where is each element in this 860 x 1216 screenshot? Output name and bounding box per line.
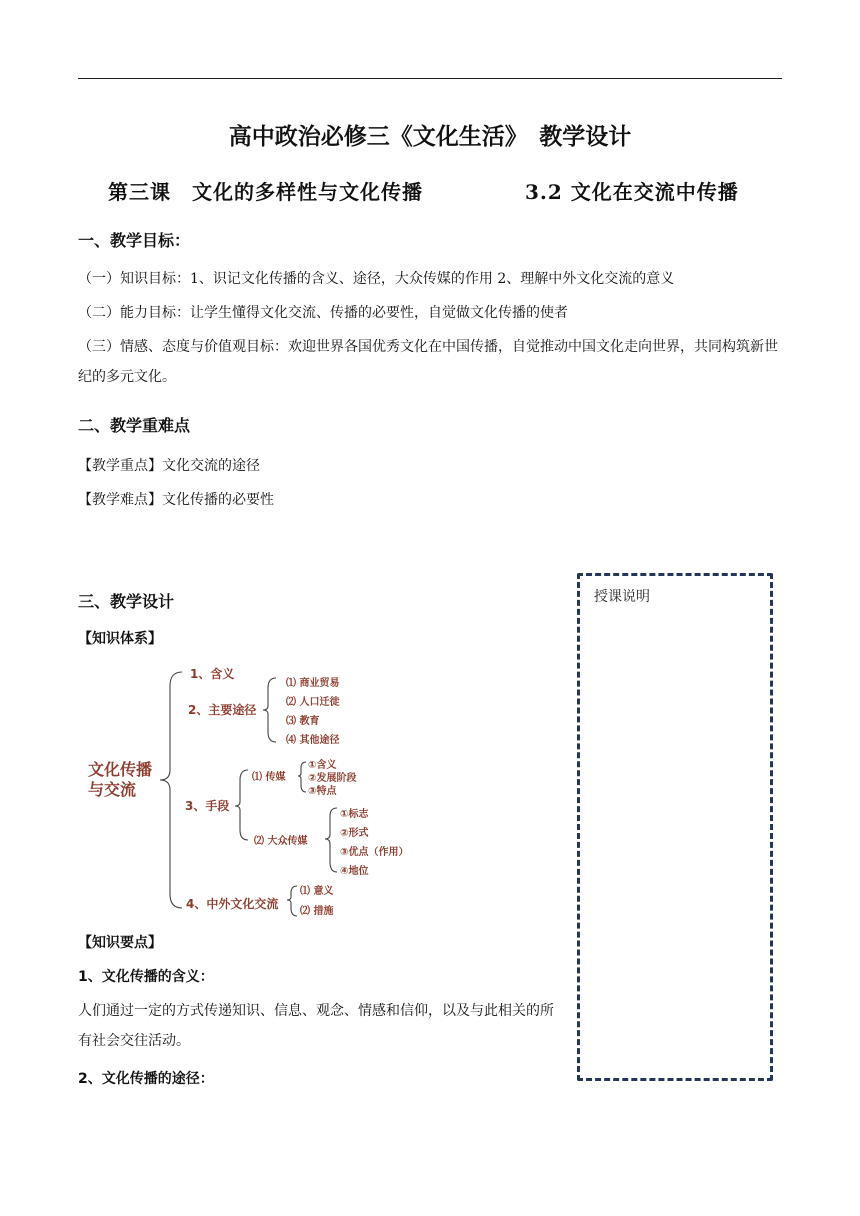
mindmap-brace [298,762,306,792]
header-rule [78,78,782,79]
mindmap-leaf: ④地位 [340,866,369,877]
mindmap-leaf: ⑴ 意义 [300,886,334,897]
mindmap-leaf: ①标志 [340,809,369,820]
mindmap-leaf: ①含义 [308,760,337,771]
mindmap-brace [160,672,182,908]
objective-attitude: （三）情感、态度与价值观目标：欢迎世界各国优秀文化在中国传播，自觉推动中国文化走向世界，共同构筑新世纪的多元文化。 [78,339,778,385]
point2-title: 2、文化传播的途径： [78,1071,214,1087]
mindmap-leaf: ②形式 [340,828,369,839]
teaching-notes-box [577,573,773,1081]
mindmap-brace [263,678,276,742]
mindmap-leaf: ⑵ 措施 [300,906,334,917]
mindmap-branch: 1、含义 [190,667,235,681]
mindmap-sub-branch: ⑴ 传媒 [252,772,286,783]
lesson-title: 第三课 文化的多样性与文化传播 [108,180,423,204]
mindmap-leaf: ③特点 [308,786,337,797]
point1-title: 1、文化传播的含义： [78,969,214,985]
mindmap-sub-branch: ⑵ 大众传媒 [254,836,308,847]
knowledge-mindmap [82,662,422,924]
objective-ability: （二）能力目标：让学生懂得文化交流、传播的必要性，自觉做文化传播的使者 [78,305,568,321]
teaching-notes-label: 授课说明 [594,589,650,605]
mindmap-branch: 3、手段 [185,799,230,813]
difficult-point: 【教学难点】文化传播的必要性 [78,492,274,508]
mindmap-leaf: ②发展阶段 [308,773,357,784]
mindmap-leaf: ⑵ 人口迁徙 [286,697,340,708]
mindmap-root: 文化传播 [88,760,153,779]
lesson-subtitle [108,176,739,205]
mindmap-root: 与交流 [88,780,137,799]
page-title: 高中政治必修三《文化生活》 教学设计 [228,124,632,150]
heading-design: 三、教学设计 [78,592,175,611]
mindmap-leaf: ⑴ 商业贸易 [286,678,340,689]
mindmap-leaf: ③优点（作用） [340,847,409,858]
point1-text: 人们通过一定的方式传递知识、信息、观念、情感和信仰，以及与此相关的所有社会交往活动。 [78,1003,554,1049]
section-title: 3.2 文化在交流中传播 [525,180,739,204]
knowledge-points-label: 【知识要点】 [78,935,162,951]
key-point: 【教学重点】文化交流的途径 [78,458,260,474]
mindmap-leaf: ⑷ 其他途径 [286,735,340,746]
knowledge-system-label: 【知识体系】 [78,631,162,647]
mindmap-brace [235,770,248,840]
mindmap-branch: 2、主要途径 [188,703,257,717]
mindmap-leaf: ⑶ 教育 [286,716,320,727]
mindmap-brace [287,886,297,916]
heading-key-points: 二、教学重难点 [78,416,191,435]
objective-knowledge: （一）知识目标：1、识记文化传播的含义、途径，大众传媒的作用 2、理解中外文化交流的意义 [78,271,675,287]
mindmap-brace [325,808,337,872]
heading-objectives: 一、教学目标： [78,231,191,250]
mindmap-branch: 4、中外文化交流 [186,897,279,911]
